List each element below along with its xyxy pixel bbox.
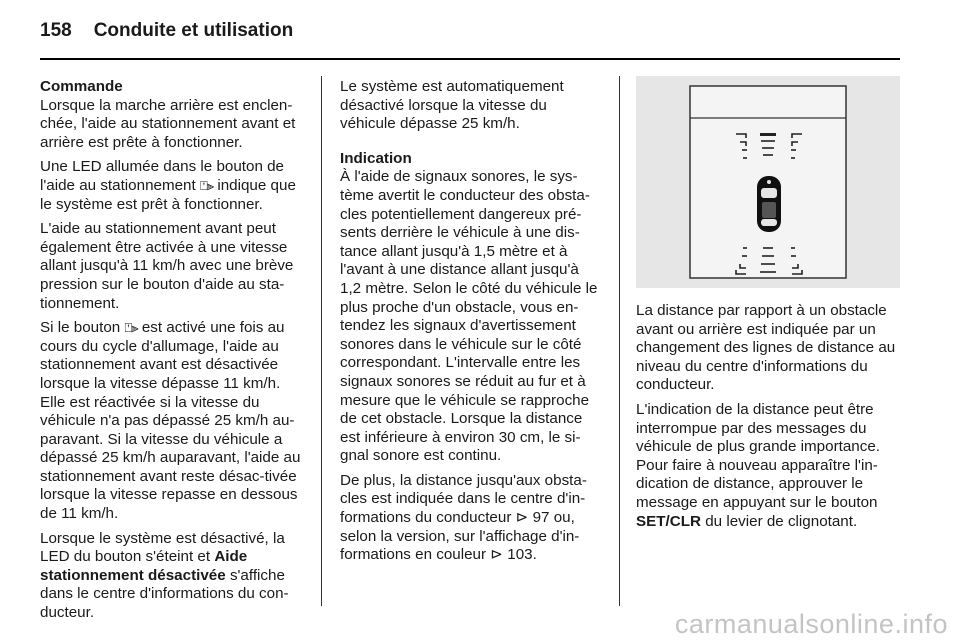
paragraph: Lorsque la marche arrière est enclen-chée, l'aide au stationnement avant et arrière est prête à fonctionner. <box>40 96 296 151</box>
paragraph <box>40 158 308 214</box>
column-middle <box>340 78 604 571</box>
page-header <box>40 20 293 42</box>
text: s'affiche dans le centre d'informations du con-ducteur. <box>40 566 289 622</box>
parking-display-graphic <box>636 76 900 288</box>
column-divider <box>321 76 322 606</box>
paragraph <box>636 401 904 531</box>
text: De plus, la distance jusqu'aux obsta-cles est indiquée dans le centre d'in-formations du conducteur <box>340 471 587 527</box>
column-divider <box>619 76 620 606</box>
button-label-set-clr: SET/CLR <box>636 512 701 530</box>
text: ou, selon la version, sur l'affichage d'in-formations en couleur <box>340 509 580 564</box>
paragraph <box>40 530 308 623</box>
park-assist-icon: ⍞⫸ <box>199 177 214 193</box>
column-left <box>40 78 308 629</box>
page-title: Conduite et utilisation <box>93 20 294 41</box>
page-reference-link[interactable]: 103 <box>507 546 533 564</box>
paragraph: La distance par rapport à un obstacle avant ou arrière est indiquée par un changement des lignes de distance au niveau du centre d'informations du conducteur. <box>636 302 896 394</box>
paragraph <box>40 319 308 524</box>
car-icon <box>757 176 781 232</box>
text: Une LED allumée dans le bouton de l'aide au stationnement <box>40 158 285 194</box>
display-message: Aide stationnement désactivée <box>40 548 248 584</box>
page-number: 158 <box>40 20 72 41</box>
text: . <box>532 546 537 564</box>
text: est activé une fois au cours du cycle d'allumage, l'aide au stationnement avant est désactivée lorsque la vitesse dépasse 11 km/h. Elle est réactivée si la vitesse du véhicule n'a pas dépassé 25 km/h au-paravant. Si la vitesse du véhicule a dépassé 25 km/h auparavant, l'aide au stationnement avant reste désac-tivée lorsque la vitesse repasse en dessous de 11 km/h. <box>40 319 301 523</box>
section-heading-commande: Commande <box>40 78 123 95</box>
watermark: carmanualsonline.info <box>674 609 948 639</box>
page-reference-link[interactable]: 97 <box>532 509 550 527</box>
paragraph: L'aide au stationnement avant peut également être activée à une vitesse allant jusqu'à 11 km/h avec une brève pression sur le bouton d'aide au sta-tionnement. <box>40 220 294 312</box>
park-assist-icon: ⍞⫸ <box>124 320 138 336</box>
header-rule <box>40 58 900 60</box>
section-heading-indication: Indication <box>340 149 412 167</box>
paragraph: Le système est automatiquement désactivé lorsque la vitesse du véhicule dépasse 25 km/h. <box>340 78 564 133</box>
parking-distance-illustration <box>636 76 900 288</box>
paragraph: À l'aide de signaux sonores, le sys-tème avertit le conducteur des obsta-cles potentiellement dangereux pré-sents derrière le véhicule à une dis-tance allant jusqu'à 1,5 mètre et à l'avant à une distance allant jusqu'à 1,2 mètre. Selon le côté du véhicule le plus proche d'un obstacle, vous en-tendez les signaux d'avertissement sonores dans le véhicule sur le côté correspondant. L'intervalle entre les signaux sonores se réduit au fur et à mesure que le véhicule se rapproche de cet obstacle. Lorsque la distance est inférieure à environ 30 cm, le si-gnal sonore est continu. <box>340 168 598 465</box>
column-right <box>636 302 904 537</box>
text: Lorsque le système est désactivé, la LED du bouton s'éteint et <box>40 529 285 566</box>
page-reference-arrow-icon: ⊳ <box>490 546 504 564</box>
text: du levier de clignotant. <box>705 512 858 530</box>
paragraph <box>340 472 604 565</box>
text: indique que le système est prêt à fonctionner. <box>40 176 296 213</box>
text: L'indication de la distance peut être interrompue par des messages du véhicule de plus grande importance. Pour faire à nouveau apparaître l'in-dication de distance, approuver le message en appuyant sur le bouton <box>636 400 880 511</box>
page-reference-arrow-icon: ⊳ <box>515 509 529 527</box>
text: Si le bouton <box>40 319 121 337</box>
